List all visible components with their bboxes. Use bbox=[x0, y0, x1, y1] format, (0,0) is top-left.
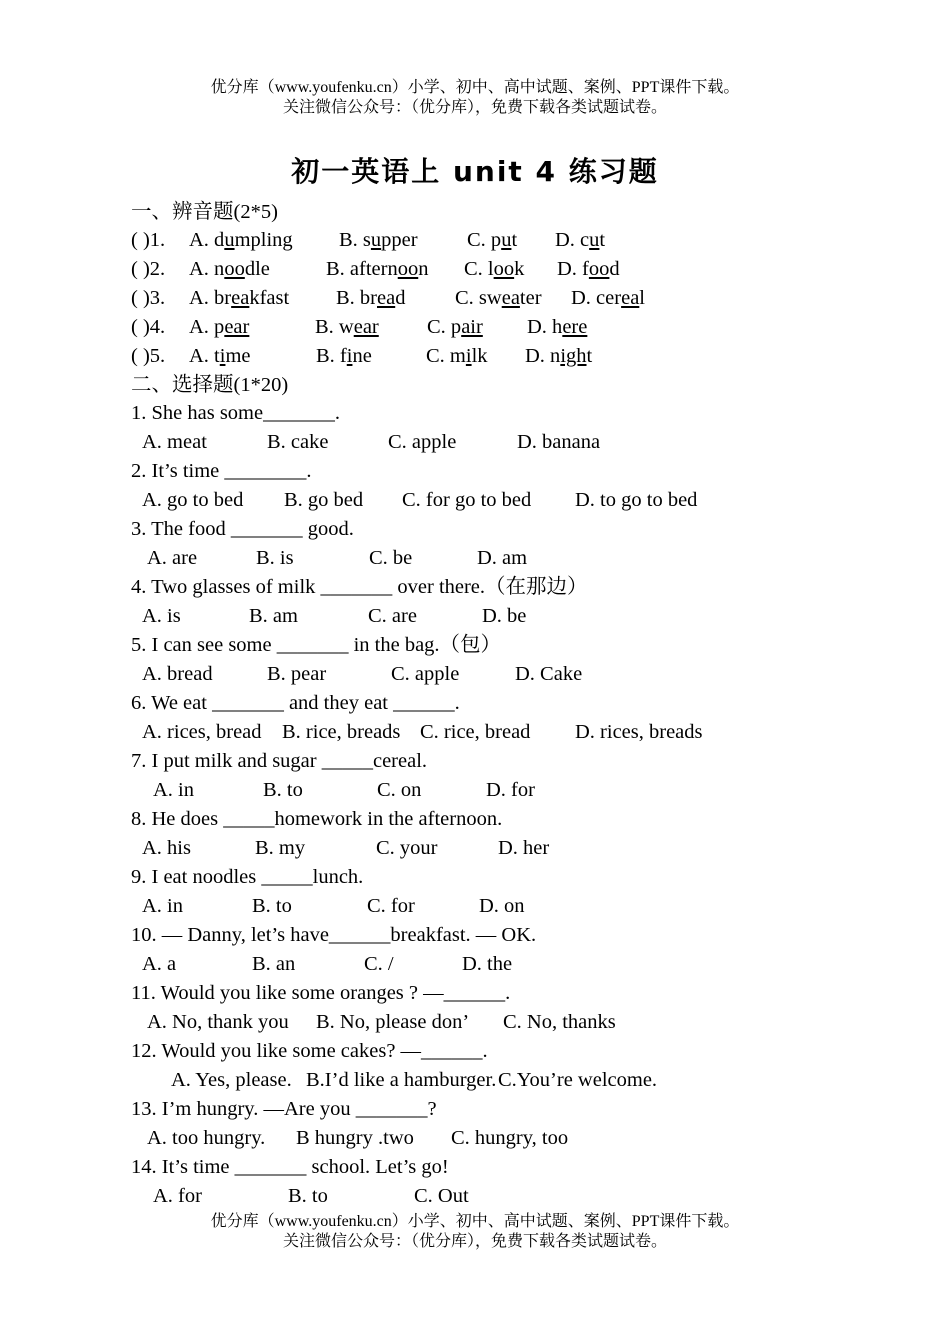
phonetics-question bbox=[131, 284, 911, 313]
header-line-2: 关注微信公众号：（优分库），免费下载各类试题试卷。 bbox=[282, 99, 667, 116]
underlined-letters: ea bbox=[377, 287, 396, 309]
underlined-letters: ear bbox=[353, 316, 379, 338]
question-stem: 7. I put milk and sugar _____cereal. bbox=[131, 750, 428, 772]
choice-text-before: A. d bbox=[189, 229, 225, 251]
answer-options bbox=[131, 602, 911, 631]
choice-text-before: C. sw bbox=[455, 287, 502, 309]
choice-text-before: D. f bbox=[557, 258, 589, 280]
answer-choice bbox=[464, 255, 557, 284]
underlined-letters: ea bbox=[501, 287, 520, 309]
answer-choice bbox=[189, 284, 336, 313]
choice-text-before: D. c bbox=[555, 229, 590, 251]
choice-text-after: t bbox=[511, 229, 518, 251]
section-1-heading: 一、辨音题(2*5) bbox=[131, 201, 278, 223]
underlined-letters: oo bbox=[224, 258, 245, 280]
choice-text-before: D. n bbox=[525, 345, 561, 367]
answer-choice bbox=[315, 313, 427, 342]
underlined-letters: i bbox=[346, 345, 353, 367]
underlined-letters: oo bbox=[493, 258, 515, 280]
answer-choice bbox=[189, 342, 316, 371]
answer-option: C. rice, bread bbox=[420, 721, 531, 743]
answer-option: D. the bbox=[462, 953, 513, 975]
question-number: ( )5. bbox=[131, 345, 166, 367]
underlined-letters: i bbox=[219, 345, 226, 367]
answer-option: A. in bbox=[153, 779, 194, 801]
answer-option: C. your bbox=[376, 837, 438, 859]
question-number: ( )1. bbox=[131, 229, 166, 251]
question-stem: 14. It’s time _______ school. Let’s go! bbox=[131, 1156, 449, 1178]
question-stem: 13. I’m hungry. —Are you _______? bbox=[131, 1098, 437, 1120]
worksheet-title: 初一英语上 unit 4 练习题 bbox=[291, 155, 659, 188]
choice-text-after: k bbox=[514, 258, 525, 280]
choice-text-after: l bbox=[639, 287, 645, 309]
answer-choice bbox=[455, 284, 571, 313]
answer-option: C. be bbox=[369, 547, 413, 569]
answer-option: D. to go to bed bbox=[575, 489, 698, 511]
section-2-heading: 二、选择题(1*20) bbox=[131, 374, 289, 396]
choice-text-before: D. cer bbox=[571, 287, 622, 309]
answer-options bbox=[131, 486, 911, 515]
answer-choice bbox=[339, 226, 467, 255]
question-stem: 11. Would you like some oranges ? —______. bbox=[131, 982, 511, 1004]
question-stem: 12. Would you like some cakes? —______. bbox=[131, 1040, 488, 1062]
header-line-1: 优分库（www.youfenku.cn）小学、初中、高中试题、案例、PPT课件下载。 bbox=[210, 79, 740, 96]
answer-option: D. on bbox=[479, 895, 525, 917]
underlined-letters: ea bbox=[231, 287, 250, 309]
answer-option: A. Yes, please. bbox=[171, 1069, 292, 1091]
choice-text-before: C. p bbox=[427, 316, 462, 338]
question-stem: 3. The food _______ good. bbox=[131, 518, 354, 540]
choice-text-before: A. br bbox=[189, 287, 232, 309]
answer-choice bbox=[427, 313, 527, 342]
answer-options bbox=[131, 892, 911, 921]
answer-option: D. am bbox=[477, 547, 528, 569]
answer-option: B. an bbox=[252, 953, 296, 975]
question-stem: 1. She has some_______. bbox=[131, 402, 340, 424]
choice-text-after: kfast bbox=[249, 287, 290, 309]
choice-text-after: ne bbox=[352, 345, 372, 367]
choice-text-after: n bbox=[418, 258, 429, 280]
choice-text-after: t bbox=[599, 229, 606, 251]
answer-choice bbox=[189, 255, 326, 284]
footer-line-2: 关注微信公众号：（优分库），免费下载各类试题试卷。 bbox=[282, 1233, 667, 1250]
underlined-letters: oo bbox=[397, 258, 419, 280]
underlined-letters: i bbox=[465, 345, 472, 367]
choice-text-before: C. p bbox=[467, 229, 502, 251]
underlined-letters: u bbox=[224, 229, 235, 251]
answer-option: B.I’d like a hamburger. bbox=[306, 1069, 497, 1091]
answer-option: C. hungry, too bbox=[451, 1127, 569, 1149]
answer-option: B. No, please don’ bbox=[316, 1011, 470, 1033]
answer-option: A. in bbox=[142, 895, 183, 917]
answer-option: A. rices, bread bbox=[142, 721, 262, 743]
answer-choice bbox=[326, 255, 464, 284]
answer-choice bbox=[426, 342, 525, 371]
choice-text-before: A. n bbox=[189, 258, 225, 280]
answer-option: C.You’re welcome. bbox=[498, 1069, 658, 1091]
question-stem: 4. Two glasses of milk _______ over there.（在那边） bbox=[131, 576, 588, 598]
answer-options bbox=[131, 1066, 911, 1095]
underlined-letters: ere bbox=[562, 316, 588, 338]
worksheet-body bbox=[131, 198, 911, 1211]
phonetics-question bbox=[131, 342, 911, 371]
footer-line-1: 优分库（www.youfenku.cn）小学、初中、高中试题、案例、PPT课件下载。 bbox=[210, 1213, 740, 1230]
underlined-letters: air bbox=[461, 316, 483, 338]
answer-option: A. for bbox=[153, 1185, 202, 1207]
choice-text-before: B. f bbox=[316, 345, 347, 367]
choice-text-before: B. aftern bbox=[326, 258, 398, 280]
page-footer bbox=[0, 1212, 950, 1252]
answer-option: B. to bbox=[263, 779, 303, 801]
answer-choice bbox=[189, 313, 315, 342]
answer-option: B. cake bbox=[267, 431, 329, 453]
answer-option: A. too hungry. bbox=[147, 1127, 266, 1149]
choice-text-after: pper bbox=[381, 229, 418, 251]
question-stem: 5. I can see some _______ in the bag.（包） bbox=[131, 634, 502, 656]
answer-option: C. are bbox=[368, 605, 417, 627]
question-stem: 10. — Danny, let’s have______breakfast. — OK. bbox=[131, 924, 537, 946]
answer-options bbox=[131, 950, 911, 979]
answer-option: D. rices, breads bbox=[575, 721, 703, 743]
choice-text-after: lk bbox=[471, 345, 488, 367]
question-number: ( )4. bbox=[131, 316, 166, 338]
choice-text-before: B. br bbox=[336, 287, 377, 309]
page-header bbox=[0, 78, 950, 118]
answer-option: C. No, thanks bbox=[503, 1011, 616, 1033]
answer-option: D. Cake bbox=[515, 663, 583, 685]
answer-options bbox=[131, 718, 911, 747]
choice-text-before: D. h bbox=[527, 316, 563, 338]
answer-option: C. / bbox=[364, 953, 394, 975]
answer-choice bbox=[525, 342, 605, 371]
answer-option: A. are bbox=[147, 547, 198, 569]
answer-choice bbox=[557, 255, 637, 284]
choice-text-before: B. s bbox=[339, 229, 371, 251]
question-stem: 6. We eat _______ and they eat ______. bbox=[131, 692, 460, 714]
answer-option: A. his bbox=[142, 837, 191, 859]
answer-option: C. apple bbox=[391, 663, 460, 685]
answer-choice bbox=[555, 226, 635, 255]
answer-options bbox=[131, 1182, 911, 1211]
phonetics-question bbox=[131, 226, 911, 255]
question-stem: 9. I eat noodles _____lunch. bbox=[131, 866, 364, 888]
answer-choice bbox=[336, 284, 455, 313]
choice-text-after: t bbox=[586, 345, 593, 367]
section-2-questions bbox=[131, 399, 911, 1211]
answer-option: A. is bbox=[142, 605, 181, 627]
question-stem: 2. It’s time ________. bbox=[131, 460, 312, 482]
answer-option: C. Out bbox=[414, 1185, 469, 1207]
choice-text-before: A. t bbox=[189, 345, 220, 367]
choice-text-before: B. w bbox=[315, 316, 354, 338]
choice-text-after: me bbox=[225, 345, 251, 367]
answer-option: B. is bbox=[256, 547, 294, 569]
underlined-letters: igh bbox=[560, 345, 587, 367]
answer-options bbox=[131, 660, 911, 689]
answer-option: C. on bbox=[377, 779, 422, 801]
answer-option: C. apple bbox=[388, 431, 457, 453]
answer-option: B. to bbox=[288, 1185, 328, 1207]
answer-options bbox=[131, 428, 911, 457]
answer-choice bbox=[527, 313, 607, 342]
answer-option: D. for bbox=[486, 779, 535, 801]
answer-option: A. meat bbox=[142, 431, 207, 453]
question-number: ( )3. bbox=[131, 287, 166, 309]
choice-text-before: A. p bbox=[189, 316, 225, 338]
answer-option: D. banana bbox=[517, 431, 601, 453]
answer-options bbox=[131, 834, 911, 863]
question-stem: 8. He does _____homework in the afternoon. bbox=[131, 808, 503, 830]
answer-option: B hungry .two bbox=[296, 1127, 414, 1149]
answer-option: A. bread bbox=[142, 663, 213, 685]
underlined-letters: u bbox=[501, 229, 512, 251]
answer-choice bbox=[571, 284, 651, 313]
phonetics-question bbox=[131, 313, 911, 342]
answer-choice bbox=[189, 226, 339, 255]
answer-options bbox=[131, 776, 911, 805]
question-number: ( )2. bbox=[131, 258, 166, 280]
underlined-letters: ea bbox=[621, 287, 640, 309]
answer-options bbox=[131, 1008, 911, 1037]
answer-option: B. go bed bbox=[284, 489, 364, 511]
underlined-letters: u bbox=[370, 229, 382, 251]
answer-option: B. pear bbox=[267, 663, 327, 685]
answer-option: B. am bbox=[249, 605, 298, 627]
answer-option: B. rice, breads bbox=[282, 721, 401, 743]
choice-text-after: dle bbox=[244, 258, 270, 280]
choice-text-after: d bbox=[395, 287, 406, 309]
choice-text-after: d bbox=[609, 258, 620, 280]
choice-text-after: mpling bbox=[234, 229, 293, 251]
choice-text-before: C. m bbox=[426, 345, 466, 367]
answer-option: A. a bbox=[142, 953, 177, 975]
answer-option: A. No, thank you bbox=[147, 1011, 289, 1033]
answer-choice bbox=[316, 342, 426, 371]
answer-option: B. my bbox=[255, 837, 306, 859]
answer-choice bbox=[467, 226, 555, 255]
choice-text-before: C. l bbox=[464, 258, 494, 280]
answer-options bbox=[131, 1124, 911, 1153]
underlined-letters: ear bbox=[224, 316, 250, 338]
answer-option: B. to bbox=[252, 895, 292, 917]
phonetics-question bbox=[131, 255, 911, 284]
underlined-letters: u bbox=[589, 229, 600, 251]
choice-text-after: ter bbox=[519, 287, 542, 309]
answer-option: A. go to bed bbox=[142, 489, 244, 511]
answer-option: D. be bbox=[482, 605, 527, 627]
answer-option: D. her bbox=[498, 837, 550, 859]
answer-options bbox=[131, 544, 911, 573]
answer-option: C. for bbox=[367, 895, 415, 917]
section-1-questions bbox=[131, 226, 911, 371]
underlined-letters: oo bbox=[588, 258, 610, 280]
answer-option: C. for go to bed bbox=[402, 489, 532, 511]
